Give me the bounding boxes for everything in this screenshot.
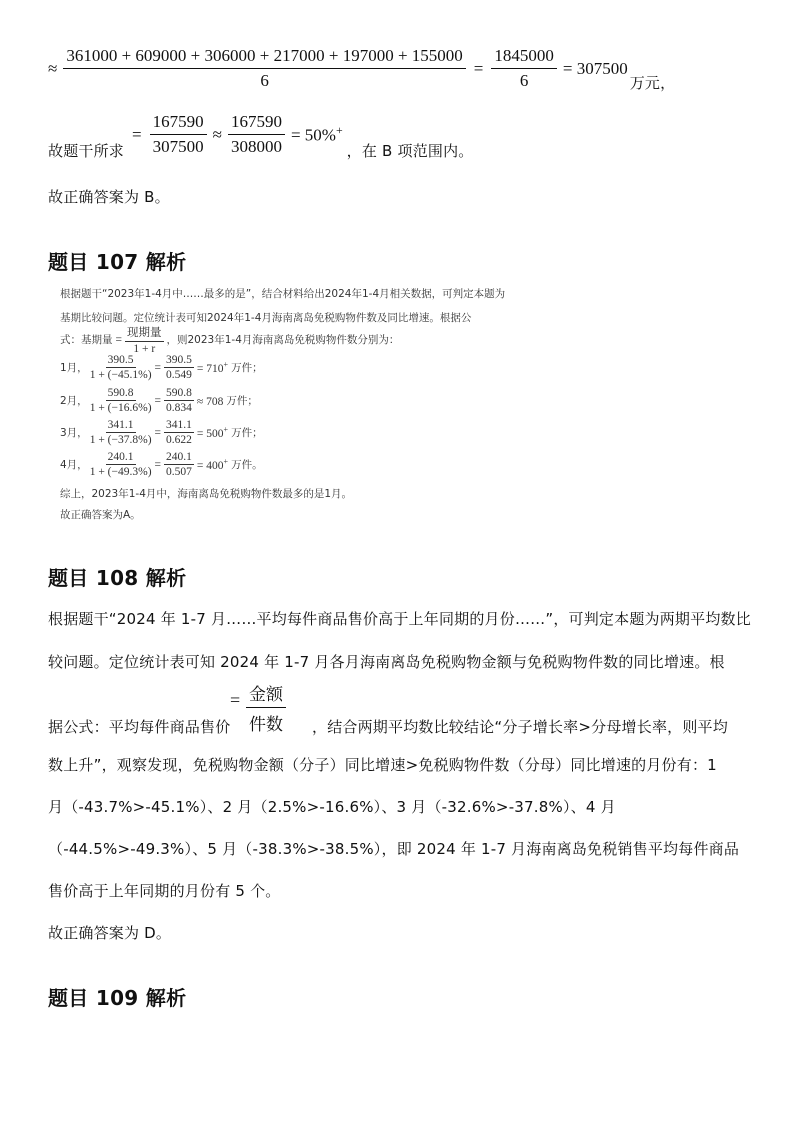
q108-line-3a: 据公式：平均每件商品售价	[48, 718, 231, 736]
ratio-result	[291, 123, 343, 146]
heading-q107: 题目 107 解析	[48, 250, 187, 274]
fraction-numerator: 390.5	[166, 354, 192, 366]
equals-symbol: =	[154, 394, 162, 407]
ratio-fraction-1	[150, 112, 207, 157]
fraction-numerator: 341.1	[107, 419, 134, 431]
month-label: 2月，	[60, 395, 88, 407]
q107-formula-line	[60, 324, 399, 355]
answer-106: 故正确答案为 B。	[48, 188, 170, 206]
formula-denominator: 件数	[249, 715, 283, 734]
month-fraction-b	[164, 419, 194, 446]
q107-line-1: 根据题干“2023年1-4月中……最多的是”，结合材料给出2024年1-4月相关数据，可判定本题为	[60, 288, 506, 300]
fraction-numerator: 341.1	[166, 419, 192, 431]
amount-label: 金额	[249, 685, 283, 704]
unit-label: 万元，	[629, 74, 676, 92]
fraction-denominator: 0.622	[166, 434, 192, 446]
month-result	[197, 360, 228, 375]
approx-symbol: ≈	[48, 58, 58, 78]
fraction-numerator: 590.8	[107, 387, 134, 399]
q108-formula-equals: =	[230, 690, 241, 710]
q108-line-3b: ，结合两期平均数比较结论“分子增长率>分母增长率，则平均	[312, 718, 728, 736]
fraction-denominator: 0.834	[166, 402, 192, 414]
q107-answer: 故正确答案为A。	[60, 509, 141, 521]
fraction-denominator: 1 + (−16.6%)	[89, 402, 152, 414]
equals-symbol: =	[115, 333, 122, 346]
month-result-sup: +	[223, 457, 229, 467]
month-result-sup: +	[223, 360, 229, 370]
equation-ratio	[48, 112, 474, 160]
q108-line-6: （-44.5%>-49.3%）、5 月（-38.3%>-38.5%），即 2024 年 1-7 月海南离岛免税销售平均每件商品	[48, 840, 740, 858]
average-result: = 307500	[562, 58, 628, 78]
ratio-fraction-2	[228, 112, 285, 157]
equals-symbol: =	[154, 426, 162, 439]
fraction-numerator: 240.1	[166, 451, 192, 463]
month-fraction-a	[90, 387, 152, 414]
month-unit: 万件；	[226, 395, 258, 407]
base-fraction-denominator: 1 + r	[133, 343, 156, 355]
ratio-numerator-2: 167590	[228, 112, 285, 135]
equals-symbol: =	[132, 124, 142, 144]
month-result-sup: +	[223, 425, 229, 435]
month-fraction-b	[164, 451, 194, 478]
q107-month-row-4	[60, 451, 263, 478]
month-fraction-b	[164, 387, 194, 414]
q107-month-row-3	[60, 419, 263, 446]
ratio-lead-text: 故题干所求	[48, 142, 125, 160]
equation-average-amount	[48, 46, 675, 91]
approx-symbol: ≈	[212, 124, 222, 144]
base-period-fraction	[125, 324, 164, 355]
fraction-denominator: 1 + (−45.1%)	[89, 369, 152, 381]
total-numerator: 1845000	[491, 46, 557, 69]
q108-answer: 故正确答案为 D。	[48, 924, 172, 942]
formula-lead-text: 式：基期量	[60, 334, 113, 346]
fraction-numerator: 240.1	[107, 451, 134, 463]
fraction-denominator: 1 + (−37.8%)	[89, 434, 152, 446]
equals-symbol: =	[154, 458, 162, 471]
month-unit: 万件；	[231, 427, 263, 439]
ratio-result-sup: +	[335, 123, 343, 138]
formula-numerator	[246, 680, 286, 708]
q107-summary: 综上，2023年1-4月中，海南离岛免税购物件数最多的是1月。	[60, 488, 353, 500]
month-result	[197, 457, 228, 472]
month-fraction-a	[90, 419, 152, 446]
formula-tail-text: ，则2023年1-4月海南离岛免税购物件数分别为：	[166, 334, 400, 346]
fraction-denominator: 0.549	[166, 369, 192, 381]
sum-denominator: 6	[260, 71, 269, 90]
month-result-value: = 500	[196, 427, 224, 440]
month-unit: 万件；	[231, 362, 263, 374]
fraction-denominator: 0.507	[166, 466, 192, 478]
fraction-numerator: 590.8	[166, 387, 192, 399]
fraction-numerator: 390.5	[107, 354, 134, 366]
month-fraction-b	[164, 354, 194, 381]
ratio-numerator-1: 167590	[150, 112, 207, 135]
month-label: 3月，	[60, 427, 88, 439]
heading-q109: 题目 109 解析	[48, 986, 187, 1010]
q108-line-1: 根据题干“2024 年 1-7 月……平均每件商品售价高于上年同期的月份……”，可判定本题为两期平均数比	[48, 610, 751, 628]
ratio-denominator-1: 307500	[152, 137, 204, 156]
base-fraction-numerator: 现期量	[125, 324, 164, 342]
heading-q108: 题目 108 解析	[48, 566, 187, 590]
month-result	[197, 393, 223, 408]
q108-line-4: 数上升”，观察发现，免税购物金额（分子）同比增速>免税购物件数（分母）同比增速的月份有：1	[48, 756, 717, 774]
sum-numerator: 361000 + 609000 + 306000 + 217000 + 197000 + 155000	[63, 46, 465, 69]
q108-line-7: 售价高于上年同期的月份有 5 个。	[48, 882, 281, 900]
q108-line-2: 较问题。定位统计表可知 2024 年 1-7 月各月海南离岛免税购物金额与免税购物件数的同比增速。根	[48, 653, 725, 671]
q107-month-row-2	[60, 387, 258, 414]
ratio-denominator-2: 308000	[230, 137, 282, 156]
month-label: 1月，	[60, 362, 88, 374]
month-fraction-a	[90, 354, 152, 381]
ratio-tail-text: ，在 B 项范围内。	[346, 142, 474, 160]
month-result-value: = 710	[196, 362, 224, 375]
fraction-denominator: 1 + (−49.3%)	[89, 466, 152, 478]
q108-formula	[246, 680, 286, 735]
ratio-result-value: = 50%	[290, 125, 336, 145]
month-fraction-a	[90, 451, 152, 478]
q107-month-row-1	[60, 354, 263, 381]
total-fraction	[491, 46, 557, 91]
sum-fraction	[63, 46, 465, 91]
month-result-value: = 400	[196, 459, 224, 472]
q107-line-2: 基期比较问题。定位统计表可知2024年1-4月海南离岛免税购物件数及同比增速。根据公	[60, 312, 472, 324]
month-label: 4月，	[60, 459, 88, 471]
equals-symbol: =	[154, 361, 162, 374]
equals-symbol: =	[473, 58, 484, 78]
total-denominator: 6	[519, 71, 529, 90]
month-result	[197, 425, 228, 440]
month-result-value: ≈ 708	[196, 395, 224, 408]
q108-line-5: 月（-43.7%>-45.1%）、2 月（2.5%>-16.6%）、3 月（-32.6%>-37.8%）、4 月	[48, 798, 616, 816]
month-unit: 万件。	[231, 459, 263, 471]
